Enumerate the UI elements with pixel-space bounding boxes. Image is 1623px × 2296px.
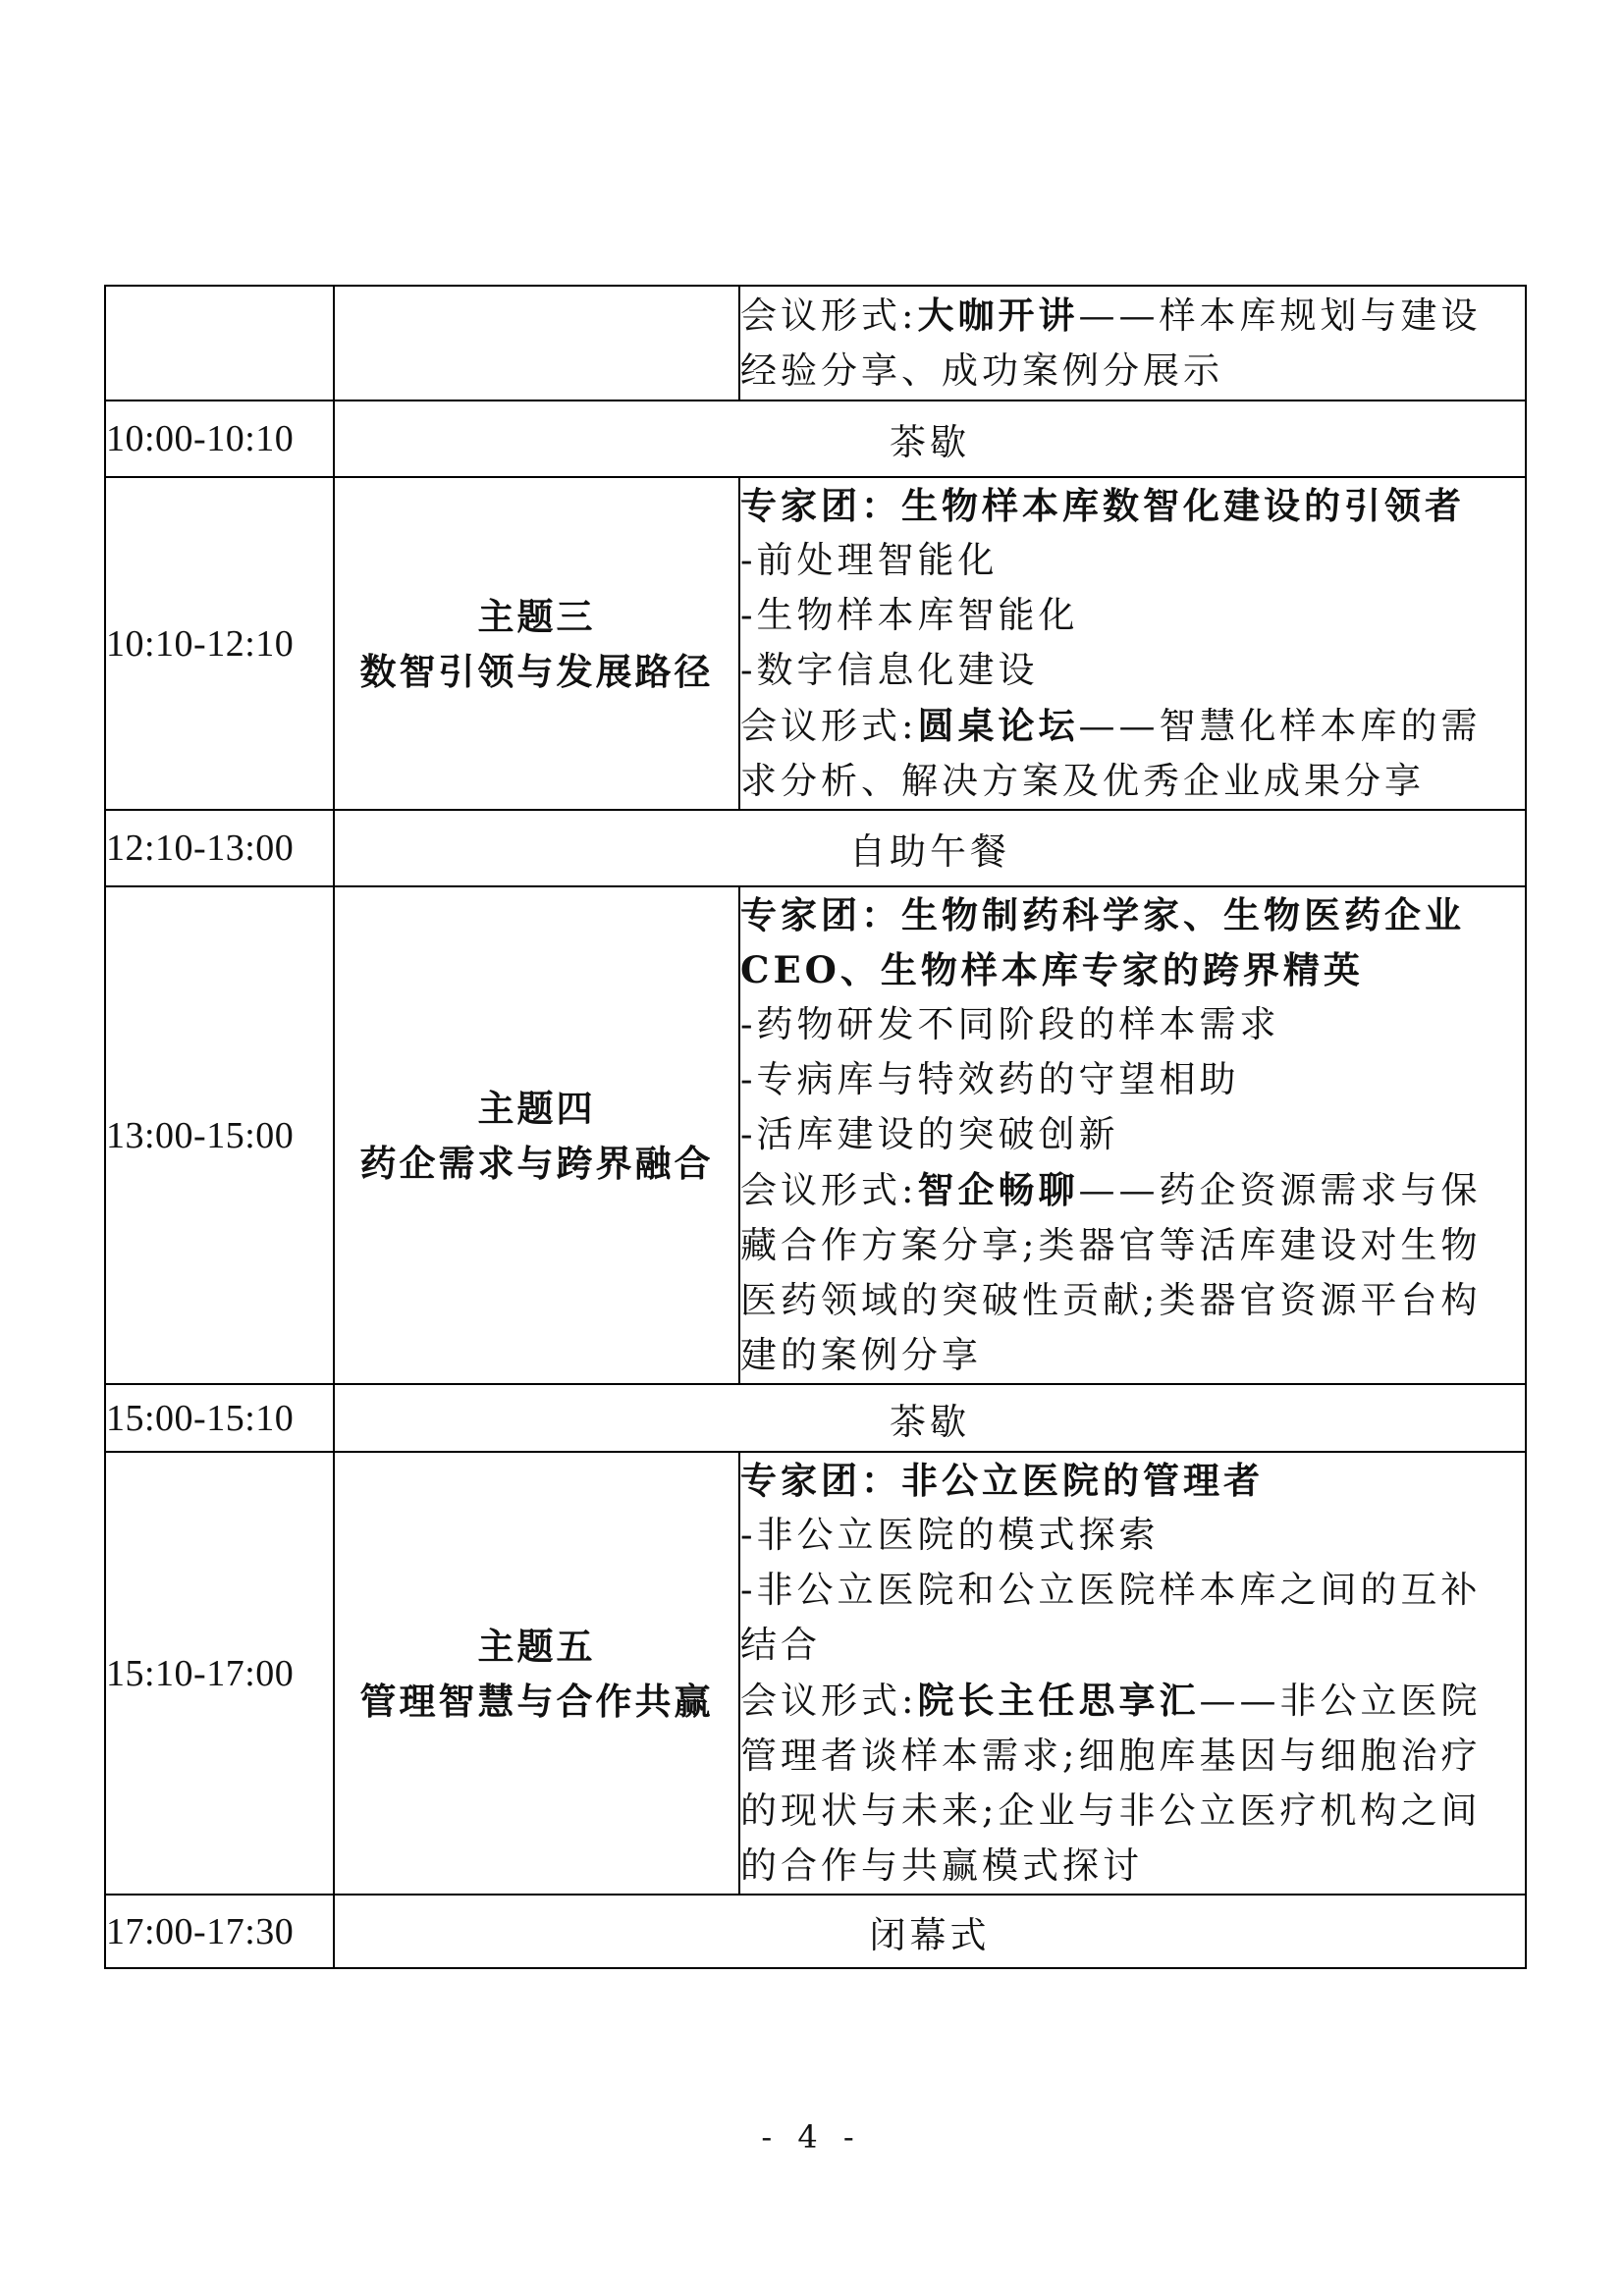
break-cell: 自助午餐 xyxy=(334,810,1526,886)
table-row xyxy=(105,1895,1526,1968)
time-cell: 10:10-12:10 xyxy=(105,477,334,810)
theme-cell xyxy=(334,886,739,1384)
list-item: -活库建设的突破创新 xyxy=(740,1113,1119,1155)
table-row xyxy=(105,886,1526,1384)
detail-cell xyxy=(739,477,1526,810)
format-name: 圆桌论坛 xyxy=(917,704,1079,747)
theme-title: 药企需求与跨界融合 xyxy=(359,1141,714,1185)
detail-cell xyxy=(739,886,1526,1384)
time-cell: 15:10-17:00 xyxy=(105,1452,334,1895)
theme-cell xyxy=(334,1452,739,1895)
format-line xyxy=(740,698,1525,754)
table-row xyxy=(105,1452,1526,1895)
list-item: -生物样本库智能化 xyxy=(740,594,1079,636)
format-desc-line: 管理者谈样本需求;细胞库基因与细胞治疗 xyxy=(740,1735,1482,1777)
time-cell: 10:00-10:10 xyxy=(105,400,334,477)
format-desc: ——样本库规划与建设 xyxy=(1078,294,1482,337)
table-row xyxy=(105,1384,1526,1452)
time-cell: 13:00-15:00 xyxy=(105,886,334,1384)
format-desc-line: 医药领域的突破性贡献;类器官资源平台构 xyxy=(740,1279,1482,1321)
format-desc-line: 经验分享、成功案例分展示 xyxy=(740,349,1223,392)
format-desc-line: 的合作与共赢模式探讨 xyxy=(740,1844,1143,1887)
theme-cell xyxy=(334,477,739,810)
page-number: - 4 - xyxy=(761,2118,862,2156)
format-line xyxy=(740,1162,1525,1218)
table-row xyxy=(105,810,1526,886)
experts-line: 专家团：生物样本库数智化建设的引领者 xyxy=(740,484,1465,527)
format-desc: ——智慧化样本库的需 xyxy=(1078,705,1482,747)
theme-number: 主题五 xyxy=(477,1624,596,1668)
format-name: 院长主任思享汇 xyxy=(917,1679,1200,1722)
theme-title: 管理智慧与合作共赢 xyxy=(359,1679,714,1723)
format-desc-line: 建的案例分享 xyxy=(740,1334,982,1376)
format-desc-line: 藏合作方案分享;类器官等活库建设对生物 xyxy=(740,1224,1482,1266)
format-name: 大咖开讲 xyxy=(917,294,1079,337)
time-cell: 15:00-15:10 xyxy=(105,1384,334,1452)
table-row xyxy=(105,286,1526,400)
list-item: -非公立医院和公立医院样本库之间的互补 xyxy=(740,1569,1482,1611)
list-item: 结合 xyxy=(740,1624,821,1666)
time-cell: 12:10-13:00 xyxy=(105,810,334,886)
break-cell: 茶歇 xyxy=(334,1384,1526,1452)
closing-cell: 闭幕式 xyxy=(334,1895,1526,1968)
table-row xyxy=(105,477,1526,810)
theme-title: 数智引领与发展路径 xyxy=(359,649,714,693)
theme-number: 主题四 xyxy=(477,1086,596,1130)
format-name: 智企畅聊 xyxy=(917,1168,1079,1211)
experts-line: 专家团：生物制药科学家、生物医药企业 xyxy=(740,893,1465,936)
format-label: 会议形式: xyxy=(740,1169,918,1211)
break-cell: 茶歇 xyxy=(334,400,1526,477)
format-line xyxy=(740,1673,1525,1729)
theme-cell xyxy=(334,286,739,400)
list-item: -药物研发不同阶段的样本需求 xyxy=(740,1003,1280,1045)
format-desc: ——非公立医院 xyxy=(1199,1680,1482,1722)
list-item: -数字信息化建设 xyxy=(740,649,1039,691)
experts-line: 专家团：非公立医院的管理者 xyxy=(740,1459,1264,1502)
theme-number: 主题三 xyxy=(477,594,596,638)
time-cell xyxy=(105,286,334,400)
format-desc: ——药企资源需求与保 xyxy=(1078,1169,1482,1211)
list-item: -非公立医院的模式探索 xyxy=(740,1514,1160,1556)
list-item: -前处理智能化 xyxy=(740,539,999,581)
format-line xyxy=(740,288,1525,344)
format-desc-line: 的现状与未来;企业与非公立医疗机构之间 xyxy=(740,1789,1482,1832)
detail-cell xyxy=(739,1452,1526,1895)
experts-line: CEO、生物样本库专家的跨界精英 xyxy=(740,948,1364,991)
table-row xyxy=(105,400,1526,477)
format-desc-line: 求分析、解决方案及优秀企业成果分享 xyxy=(740,760,1425,802)
agenda-table xyxy=(104,285,1527,1969)
format-label: 会议形式: xyxy=(740,705,918,747)
format-label: 会议形式: xyxy=(740,294,918,337)
list-item: -专病库与特效药的守望相助 xyxy=(740,1058,1240,1100)
time-cell: 17:00-17:30 xyxy=(105,1895,334,1968)
detail-cell xyxy=(739,286,1526,400)
format-label: 会议形式: xyxy=(740,1680,918,1722)
